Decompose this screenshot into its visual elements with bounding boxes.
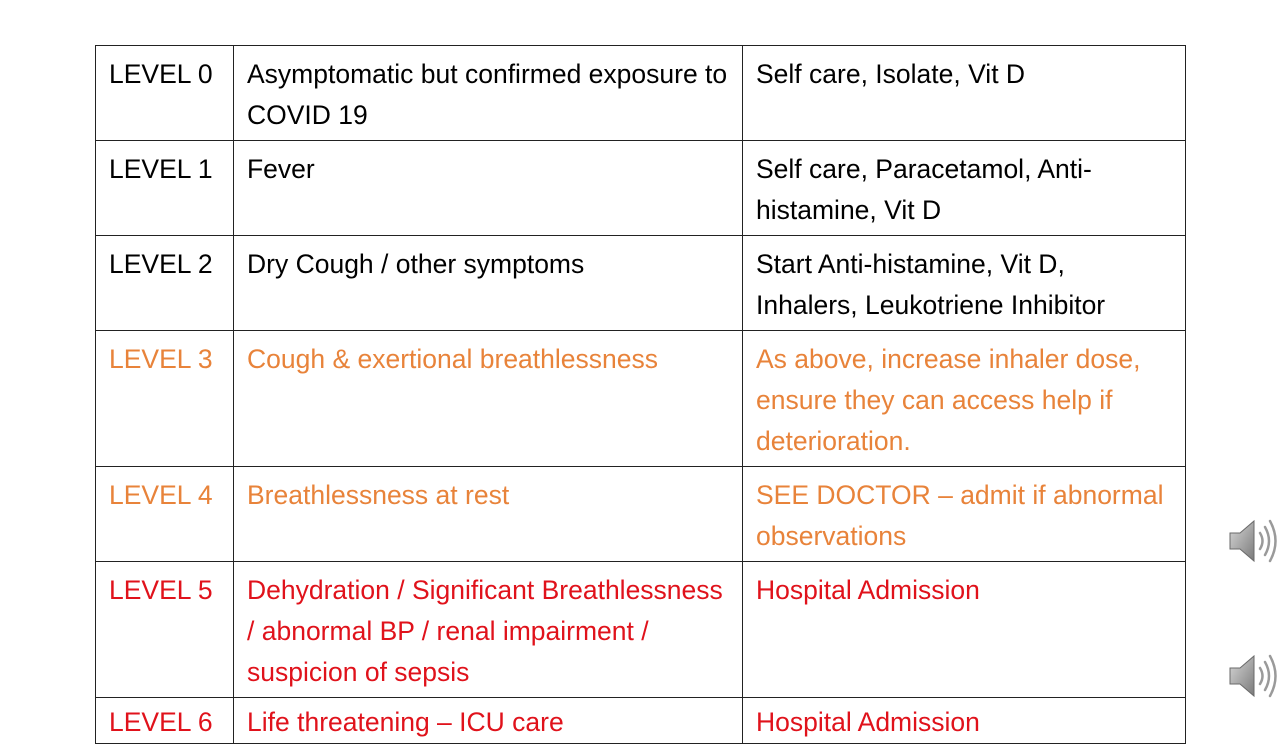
table-row [96, 698, 1186, 744]
action-cell: As above, increase inhaler dose, ensure they can access help if deterioration. [743, 331, 1186, 467]
level-cell: LEVEL 0 [96, 46, 234, 141]
symptoms-cell: Dehydration / Significant Breathlessness / abnormal BP / renal impairment / suspicion of sepsis [234, 562, 743, 698]
speaker-icon[interactable] [1226, 650, 1280, 702]
symptoms-cell: Breathlessness at rest [234, 467, 743, 562]
level-cell: LEVEL 6 [96, 698, 234, 744]
action-cell: Self care, Isolate, Vit D [743, 46, 1186, 141]
table-row [96, 236, 1186, 331]
action-cell: Hospital Admission [743, 562, 1186, 698]
action-cell: Self care, Paracetamol, Anti-histamine, Vit D [743, 141, 1186, 236]
action-cell: Hospital Admission [743, 698, 1186, 744]
symptoms-cell: Life threatening – ICU care [234, 698, 743, 744]
symptoms-cell: Asymptomatic but confirmed exposure to COVID 19 [234, 46, 743, 141]
symptoms-cell: Fever [234, 141, 743, 236]
symptoms-cell: Cough & exertional breathlessness [234, 331, 743, 467]
level-cell: LEVEL 4 [96, 467, 234, 562]
level-cell: LEVEL 2 [96, 236, 234, 331]
level-cell: LEVEL 3 [96, 331, 234, 467]
table-row [96, 562, 1186, 698]
table-row [96, 331, 1186, 467]
level-cell: LEVEL 5 [96, 562, 234, 698]
covid-levels-table [95, 45, 1186, 744]
level-cell: LEVEL 1 [96, 141, 234, 236]
action-cell: Start Anti-histamine, Vit D, Inhalers, Leukotriene Inhibitor [743, 236, 1186, 331]
table-row [96, 46, 1186, 141]
table-row [96, 141, 1186, 236]
action-cell: SEE DOCTOR – admit if abnormal observations [743, 467, 1186, 562]
symptoms-cell: Dry Cough / other symptoms [234, 236, 743, 331]
speaker-icon[interactable] [1226, 515, 1280, 567]
table-row [96, 467, 1186, 562]
